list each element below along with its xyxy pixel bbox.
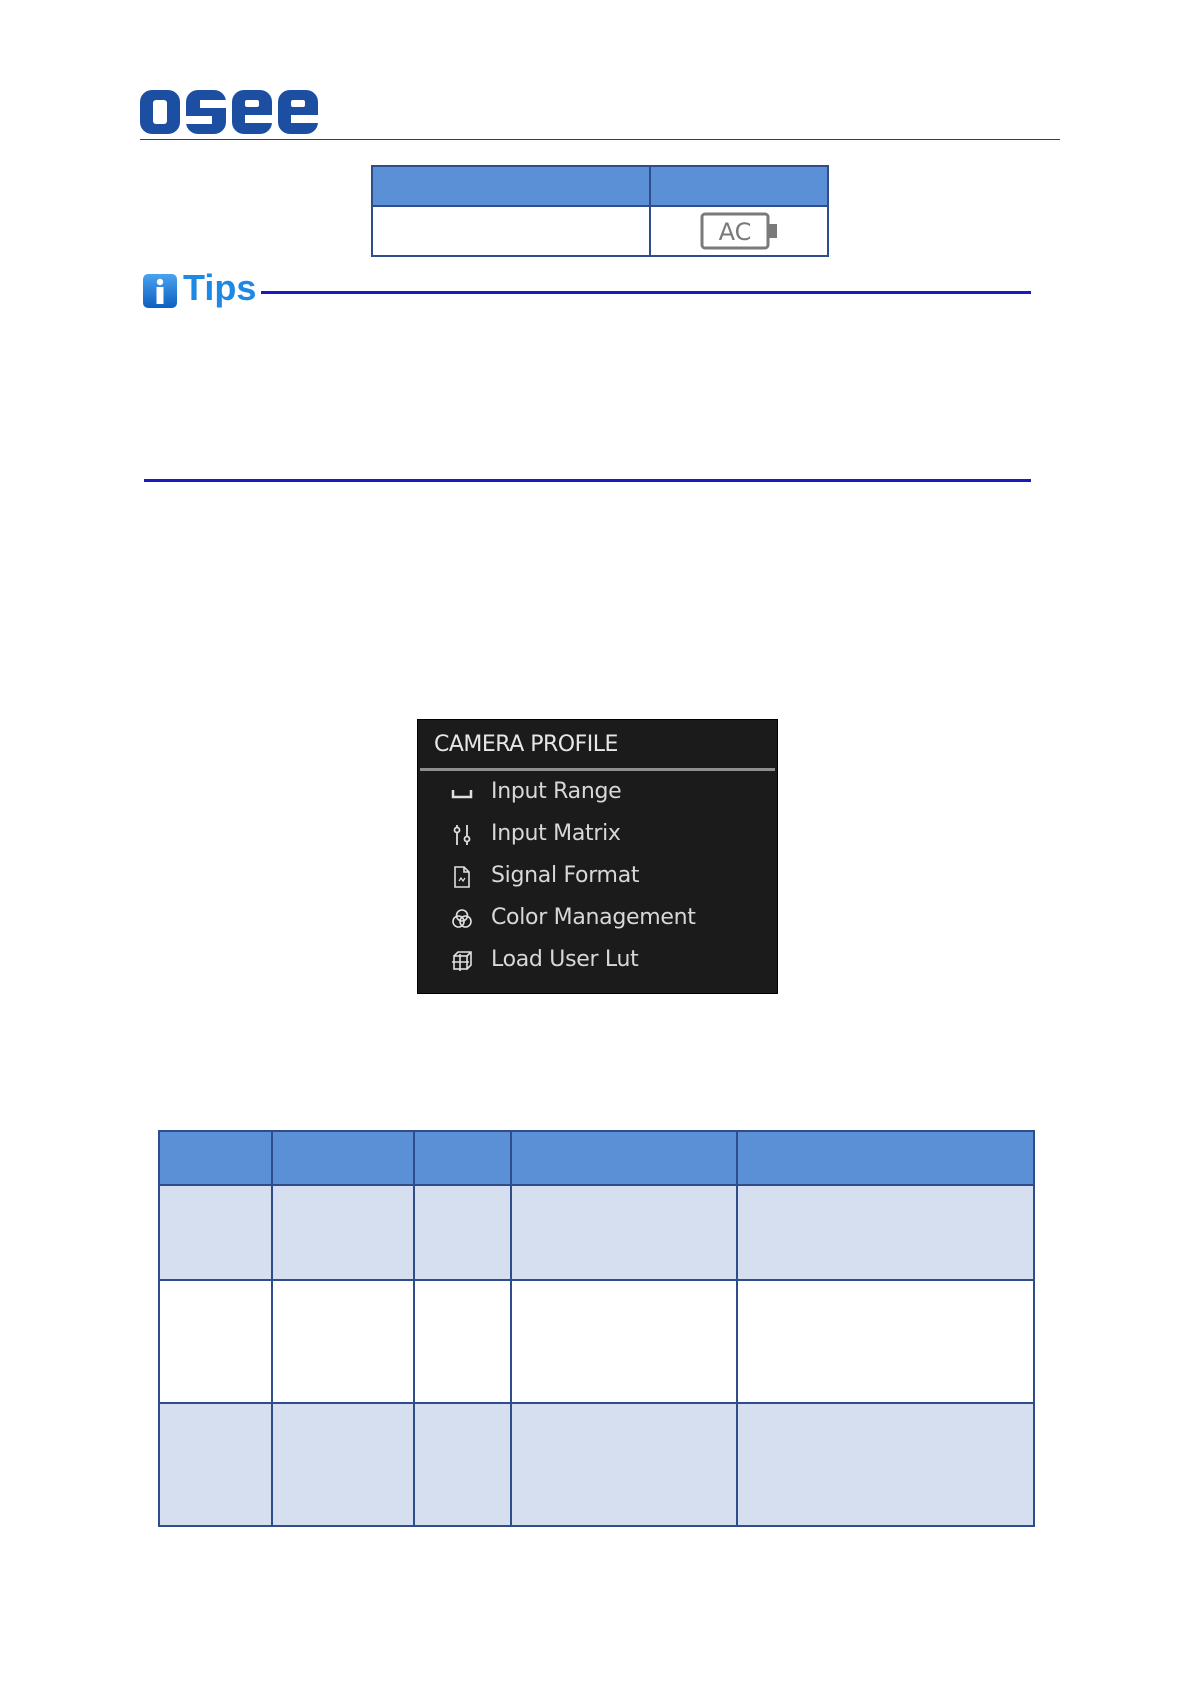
table-row: [159, 1185, 1034, 1280]
battery-ac-icon: [700, 212, 778, 250]
table-cell: [159, 1403, 272, 1526]
table-row: [372, 206, 828, 256]
header-rule: [140, 139, 1060, 140]
table-cell: [272, 1280, 414, 1403]
table-cell: [414, 1403, 511, 1526]
table-header-cell: [414, 1131, 511, 1185]
table-cell: [511, 1185, 737, 1280]
matrix-sliders-icon: [450, 823, 474, 847]
table-cell: [414, 1185, 511, 1280]
table-row: [159, 1280, 1034, 1403]
table-header-cell: [272, 1131, 414, 1185]
range-bracket-icon: [450, 781, 474, 805]
table-header-cell: [511, 1131, 737, 1185]
table-row: [159, 1403, 1034, 1526]
osee-logo: [140, 88, 320, 136]
table-cell: [737, 1280, 1034, 1403]
document-icon: [450, 865, 474, 889]
menu-item-color-management[interactable]: [418, 897, 777, 941]
table-cell: [159, 1280, 272, 1403]
table-cell: [372, 206, 650, 256]
table-cell: [650, 206, 828, 256]
table-cell: [737, 1403, 1034, 1526]
menu-title: CAMERA PROFILE: [434, 732, 618, 757]
table-header-row: [159, 1131, 1034, 1185]
table-cell: [272, 1185, 414, 1280]
tips-rule-bottom: [144, 479, 1031, 482]
camera-profile-menu: [417, 719, 778, 994]
table-header-cell: [372, 166, 650, 206]
menu-item-signal-format[interactable]: [418, 855, 777, 899]
menu-item-label: Signal Format: [491, 863, 640, 888]
menu-item-label: Input Range: [491, 779, 622, 804]
table-cell: [159, 1185, 272, 1280]
table-cell: [414, 1280, 511, 1403]
menu-item-label: Load User Lut: [491, 947, 639, 972]
power-indicator-table: [371, 165, 829, 257]
cube-grid-icon: [450, 949, 474, 973]
info-icon: [142, 273, 178, 309]
table-header-cell: [737, 1131, 1034, 1185]
table-header-row: [372, 166, 828, 206]
menu-item-label: Color Management: [491, 905, 696, 930]
table-cell: [511, 1280, 737, 1403]
color-circles-icon: [450, 907, 474, 931]
table-header-cell: [650, 166, 828, 206]
menu-item-label: Input Matrix: [491, 821, 621, 846]
menu-item-input-matrix[interactable]: [418, 813, 777, 857]
tips-heading: Tips: [183, 267, 257, 308]
battery-label: AC: [718, 218, 752, 246]
table-cell: [737, 1185, 1034, 1280]
table-cell: [272, 1403, 414, 1526]
tips-rule-top: [261, 291, 1031, 294]
menu-item-input-range[interactable]: [418, 771, 777, 815]
table-header-cell: [159, 1131, 272, 1185]
menu-item-load-user-lut[interactable]: [418, 939, 777, 983]
parameter-table: [158, 1130, 1035, 1527]
table-cell: [511, 1403, 737, 1526]
